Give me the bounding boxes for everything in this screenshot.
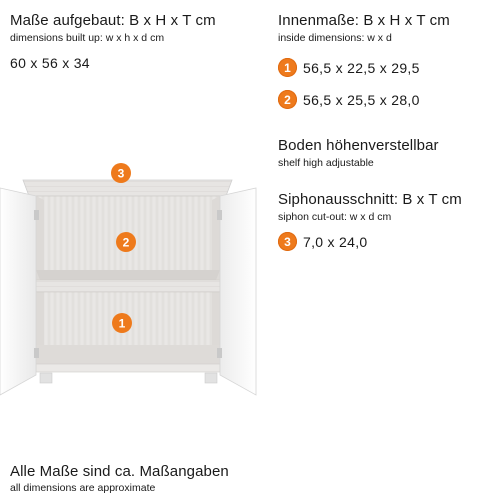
figure-badge-top (111, 163, 131, 183)
number-badge-2: 2 (278, 90, 297, 109)
figure-badge-top-label: 3 (117, 166, 125, 181)
cabinet-shelf-top (36, 270, 220, 280)
built-up-value: 60 x 56 x 34 (10, 55, 90, 71)
cabinet-illustration (0, 160, 260, 400)
siphon-title: Siphonausschnitt: B x T cm (278, 191, 462, 208)
figure-badge-middle-label: 2 (122, 235, 130, 250)
shelf-subtitle: shelf high adjustable (278, 157, 374, 169)
shelf-title: Boden höhenverstellbar (278, 137, 439, 154)
cabinet-shelf (36, 280, 220, 292)
inner-item-1 (278, 58, 420, 77)
cabinet-top-panel (23, 180, 232, 196)
figure-badge-bottom-label: 1 (118, 316, 126, 331)
number-badge-3: 3 (278, 232, 297, 251)
inner-title: Innenmaße: B x H x T cm (278, 12, 450, 29)
number-badge-1: 1 (278, 58, 297, 77)
figure-badge-bottom (112, 313, 132, 333)
inner-item-2 (278, 90, 420, 109)
inner-item-2-value: 56,5 x 25,5 x 28,0 (303, 91, 420, 108)
built-up-title: Maße aufgebaut: B x H x T cm (10, 12, 216, 29)
cabinet-door-left (0, 188, 36, 395)
note-title: Alle Maße sind ca. Maßangaben (10, 463, 229, 480)
siphon-value: 7,0 x 24,0 (303, 233, 368, 250)
siphon-subtitle: siphon cut-out: w x d cm (278, 211, 392, 223)
inner-subtitle: inside dimensions: w x d (278, 32, 392, 44)
figure-badge-middle (116, 232, 136, 252)
cabinet-door-right (220, 188, 256, 395)
inner-item-1-value: 56,5 x 22,5 x 29,5 (303, 59, 420, 76)
note-subtitle: all dimensions are approximate (10, 482, 156, 494)
siphon-item (278, 232, 368, 251)
built-up-subtitle: dimensions built up: w x h x d cm (10, 32, 165, 44)
